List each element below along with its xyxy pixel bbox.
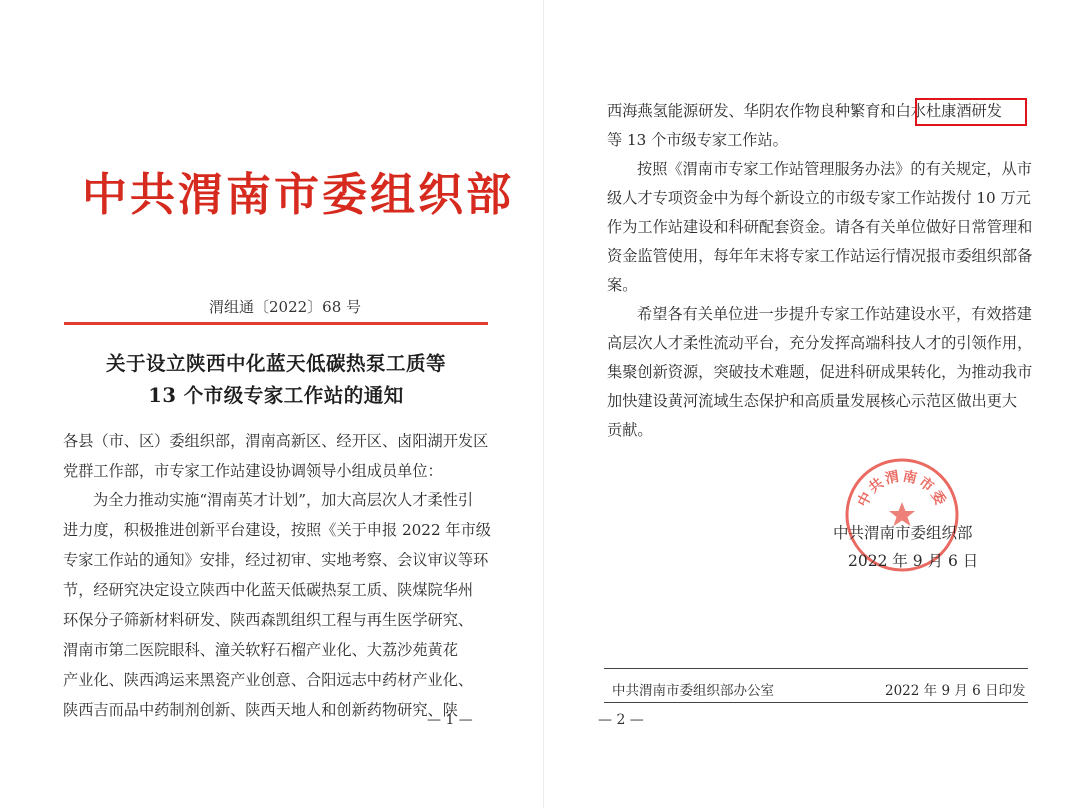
body-line: 渭南市第二医院眼科、潼关软籽石榴产业化、大荔沙苑黄花 — [63, 641, 458, 659]
body-line: 节，经研究决定设立陕西中化蓝天低碳热泵工质、陕煤院华州 — [63, 581, 474, 599]
body-line: 高层次人才柔性流动平台，充分发挥高端科技人才的引领作用， — [607, 334, 1033, 352]
body-line: 专家工作站的通知》安排，经过初审、实地考察、会议审议等环 — [63, 551, 489, 569]
body-line: 环保分子筛新材料研发、陕西森凯组织工程与再生医学研究、 — [63, 611, 474, 629]
body-line: 等 13 个市级专家工作站。 — [607, 131, 788, 149]
body-line: 希望各有关单位进一步提升专家工作站建设水平，有效搭建 — [637, 305, 1032, 323]
footer-issue-date: 2022 年 9 月 6 日印发 — [885, 683, 1026, 699]
body-line: 陕西吉而品中药制剂创新、陕西天地人和创新药物研究、陕 — [63, 701, 458, 719]
page-number-2: — 2 — — [598, 712, 644, 728]
body-line: 西海燕氢能源研发、华阴农作物良种繁育和白水杜康酒研发 — [607, 102, 1002, 120]
body-line: 党群工作部，市专家工作站建设协调领导小组成员单位： — [63, 462, 443, 480]
body-line: 作为工作站建设和科研配套资金。请各有关单位做好日常管理和 — [607, 218, 1033, 236]
highlight-box-baishui-dukang — [915, 98, 1027, 126]
document-title-line-2: 13 个市级专家工作站的通知 — [148, 384, 404, 407]
document-number: 渭组通〔2022〕68 号 — [208, 298, 362, 316]
page-divider — [543, 0, 544, 808]
page-number-1: — 1 — — [427, 712, 473, 728]
footer-top-rule — [604, 668, 1028, 669]
body-line: 级人才专项资金中为每个新设立的市级专家工作站拨付 10 万元 — [607, 189, 1031, 207]
body-line: 进力度，积极推进创新平台建设，按照《关于申报 2022 年市级 — [63, 521, 491, 539]
body-line: 产业化、陕西鸿运来黑瓷产业创意、合阳远志中药材产业化、 — [63, 671, 474, 689]
document-title-line-1: 关于设立陕西中化蓝天低碳热泵工质等 — [105, 352, 446, 375]
red-separator-rule — [64, 322, 488, 325]
body-line: 为全力推动实施“渭南英才计划”，加大高层次人才柔性引 — [93, 491, 474, 509]
body-line: 案。 — [607, 276, 638, 294]
red-header-org-name: 中共渭南市委组织部 — [82, 168, 515, 221]
body-line: 集聚创新资源，突破技术难题，促进科研成果转化，为推动我市 — [607, 363, 1033, 381]
body-line: 加快建设黄河流域生态保护和高质量发展核心示范区做出更大 — [607, 392, 1018, 410]
footer-issuer: 中共渭南市委组织部办公室 — [612, 683, 774, 699]
body-line: 贡献。 — [607, 421, 653, 439]
signature-organization: 中共渭南市委组织部 — [833, 524, 973, 542]
footer-bottom-rule — [604, 702, 1028, 703]
body-line: 按照《渭南市专家工作站管理服务办法》的有关规定，从市 — [637, 160, 1032, 178]
seal-text: 中共渭南市委 — [854, 468, 950, 510]
body-line: 各县（市、区）委组织部，渭南高新区、经开区、卤阳湖开发区 — [63, 432, 489, 450]
body-line: 资金监管使用，每年年末将专家工作站运行情况报市委组织部备 — [607, 247, 1033, 265]
signature-date: 2022 年 9 月 6 日 — [848, 552, 979, 570]
